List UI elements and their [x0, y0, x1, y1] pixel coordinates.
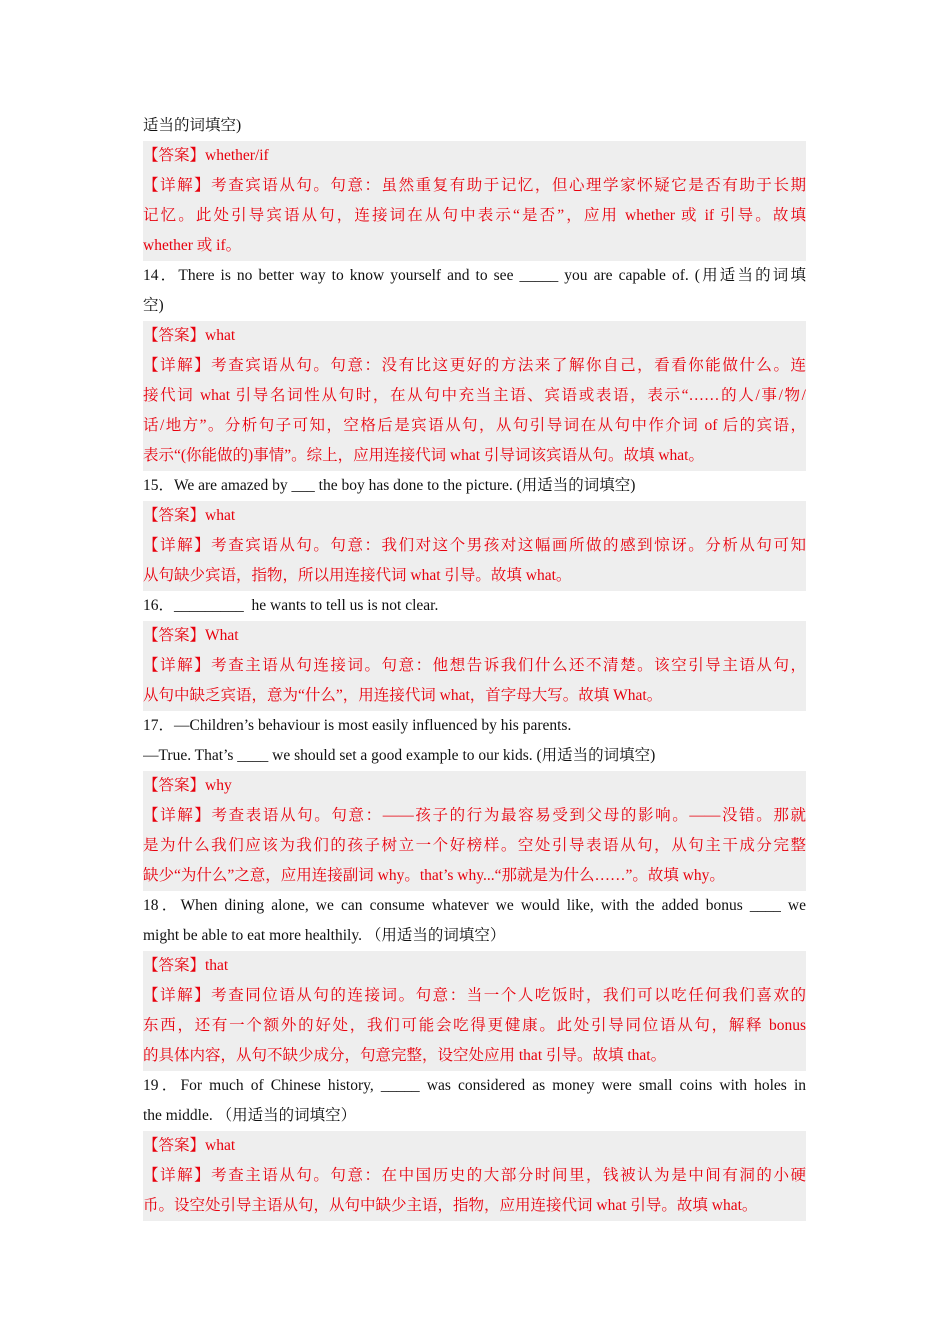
answer-line: 【答案】what [143, 327, 236, 344]
answer-box-17 [143, 771, 806, 891]
answer-line: 【答案】what [143, 507, 236, 524]
answer-box-19 [143, 1131, 806, 1221]
question-line: 15．We are amazed by ___ the boy has done to the picture. (用适当的词填空) [143, 477, 636, 494]
detail-line: 从句缺少宾语，指物，所以用连接代词 what 引导。故填 what。 [143, 567, 572, 584]
answer-box-13 [143, 141, 806, 261]
detail-line: 的具体内容，从句不缺少成分，句意完整，设空处应用 that 引导。故填 that。 [143, 1047, 667, 1064]
question-line: the middle. （用适当的词填空） [143, 1107, 357, 1124]
answer-line: 【答案】what [143, 1137, 236, 1154]
detail-line: 接代词 what 引导名词性从句时，在从句中充当主语、宾语或表语，表示“……的人/事/物/ [143, 387, 806, 404]
answer-box-18 [143, 951, 806, 1071]
question-line: 空) [143, 297, 164, 314]
question-19 [143, 1071, 806, 1131]
detail-line: 【详解】考查宾语从句。句意：我们对这个男孩对这幅画所做的感到惊讶。分析从句可知 [143, 537, 806, 554]
question-15 [143, 471, 806, 501]
detail-line: 【详解】考查宾语从句。句意：虽然重复有助于记忆，但心理学家怀疑它是否有助于长期 [143, 177, 806, 194]
answer-box-14 [143, 321, 806, 471]
answer-line: 【答案】that [143, 957, 229, 974]
answer-line: 【答案】whether/if [143, 147, 269, 164]
question-line: 18．When dining alone, we can consume whatever we would like, with the added bonus ____ we [143, 897, 806, 914]
question-line: 17．—Children’s behaviour is most easily influenced by his parents. [143, 717, 572, 734]
question-line: 19．For much of Chinese history, _____ was considered as money were small coins with holes in [143, 1077, 806, 1094]
detail-line: 【详解】考查宾语从句。句意：没有比这更好的方法来了解你自己，看看你能做什么。连 [143, 357, 806, 374]
document-body [143, 111, 806, 1221]
question-14 [143, 261, 806, 321]
question-17 [143, 711, 806, 771]
detail-line: whether 或 if。 [143, 237, 242, 254]
answer-line: 【答案】What [143, 627, 239, 644]
question-line: might be able to eat more healthily. （用适当的词填空） [143, 927, 506, 944]
question-18 [143, 891, 806, 951]
detail-line: 缺少“为什么”之意，应用连接副词 why。that’s why...“那就是为什么……”。故填 why。 [143, 867, 725, 884]
detail-line: 话/地方”。分析句子可知，空格后是宾语从句，从句引导词在从句中作介词 of 后的宾语， [143, 417, 806, 434]
detail-line: 【详解】考查表语从句。句意：——孩子的行为最容易受到父母的影响。——没错。那就 [143, 807, 806, 824]
detail-line: 【详解】考查同位语从句的连接词。句意：当一个人吃饭时，我们可以吃任何我们喜欢的 [143, 987, 806, 1004]
question-line: 16．_________ he wants to tell us is not clear. [143, 597, 439, 614]
answer-line: 【答案】why [143, 777, 232, 794]
detail-line: 记忆。此处引导宾语从句，连接词在从句中表示“是否”，应用 whether 或 if 引导。故填 [143, 207, 806, 224]
answer-box-16 [143, 621, 806, 711]
question-16 [143, 591, 806, 621]
detail-line: 【详解】考查主语从句连接词。句意：他想告诉我们什么还不清楚。该空引导主语从句， [143, 657, 806, 674]
question-line: 14．There is no better way to know yourself and to see _____ you are capable of. (用适当的词填 [143, 267, 806, 284]
detail-line: 币。设空处引导主语从句，从句中缺少主语，指物，应用连接代词 what 引导。故填 what。 [143, 1197, 758, 1214]
detail-line: 东西，还有一个额外的好处，我们可能会吃得更健康。此处引导同位语从句，解释 bonus [143, 1017, 806, 1034]
answer-box-15 [143, 501, 806, 591]
previous-question-tail: 适当的词填空) [143, 117, 242, 134]
question-line: —True. That’s ____ we should set a good example to our kids. (用适当的词填空) [143, 747, 656, 764]
detail-line: 从句中缺乏宾语，意为“什么”，用连接代词 what，首字母大写。故填 What。 [143, 687, 663, 704]
detail-line: 表示“(你能做的)事情”。综上，应用连接代词 what 引导词该宾语从句。故填 what。 [143, 447, 704, 464]
detail-line: 【详解】考查主语从句。句意：在中国历史的大部分时间里，钱被认为是中间有洞的小硬 [143, 1167, 806, 1184]
detail-line: 是为什么我们应该为我们的孩子树立一个好榜样。空处引导表语从句，从句主干成分完整 [143, 837, 806, 854]
